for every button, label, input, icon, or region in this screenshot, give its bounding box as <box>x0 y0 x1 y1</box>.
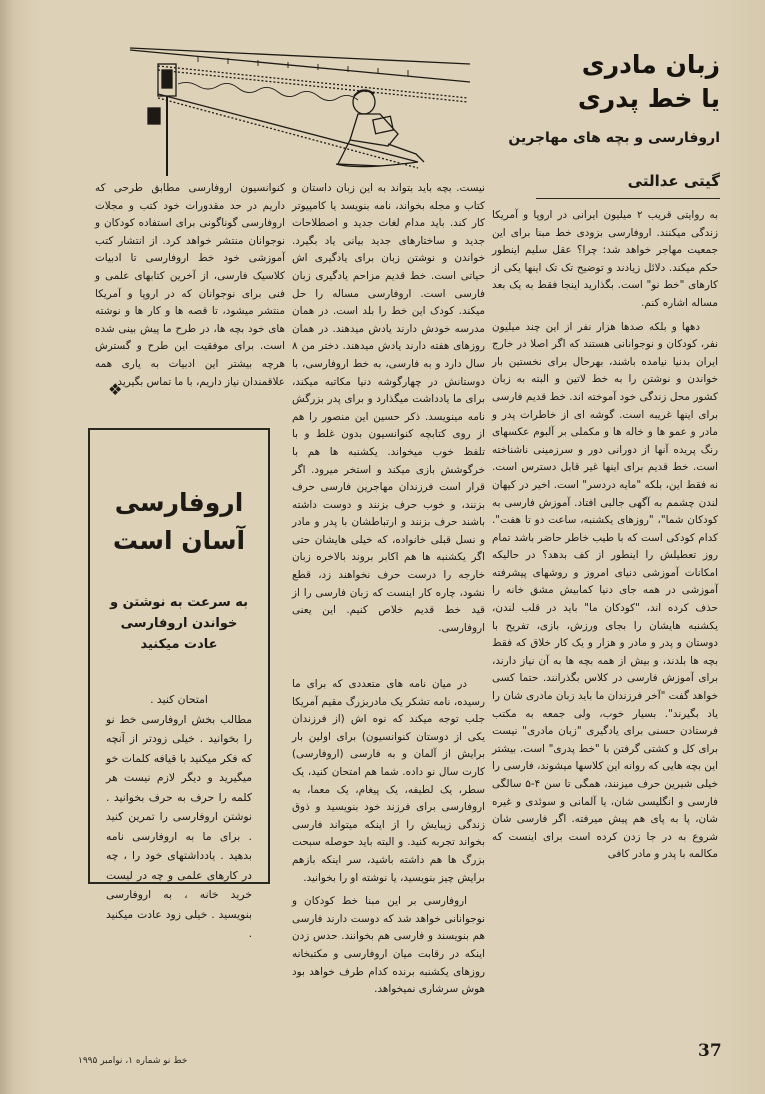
text-column-right <box>492 207 718 1052</box>
box-body <box>106 690 252 944</box>
article-title-line1: زبان مادری <box>581 50 720 79</box>
box-lead-text: به سرعت به نوشتن و خواندن اروفارسی عادت میکنید <box>109 595 249 652</box>
box-greeting: امتحان کنید . <box>150 693 208 706</box>
box-body-text: مطالب بخش اروفارسی خط نو را بخوانید . خیلی زودتر از آنچه که فکر میکنید با قیافه کلمات خو میگیرید و دیگر لازم نیست هر کلمه را حرف به حرف بخوانید . نوشتن اروفارسی را تمرین کنید . برای ما به اروفارسی نامه بدهید . یادداشتهای خود را ، چه در کارهای علمی و چه در لیست خرید خانه ، به اروفارسی بنویسید . خیلی زود عادت میکنید . <box>106 712 252 940</box>
article-subtitle: اروفارسی و بچه های مهاجرین <box>508 130 720 146</box>
text-column-left <box>95 180 285 390</box>
text-column-middle <box>292 180 485 720</box>
paragraph: اروفارسی بر این مبنا خط کودکان و نوجوانانی خواهد شد که دوست دارند فارسی هم بنویسند و فارسی هم بخوانند. حدس زدن اینکه در رقابت میان اروفارسی و مکتبخانه روزهای یکشنبه برنده کدام طرف خواهد بود هوش سرشاری نمیخواهد. <box>292 895 485 996</box>
sidebar-box-easy <box>88 428 270 940</box>
page-number: 37 <box>698 1041 722 1061</box>
author-byline: گیتی عدالتی <box>536 172 720 199</box>
paragraph: کنوانسیون اروفارسی مطابق طرحی که داریم در حد مقدورات خود کتب و مجلات اروفارسی گوناگونی برای استفاده کودکان و نوجوانان منتشر خواهد کرد. از انتشار کتب آموزشی خود خط اروفارسی تا ادبیات کلاسیک فارسی، از آخرین کتابهای علمی و فنی برای نوجوانان که در اروپا و آمریکا منتشر میشود، تا قصه ها و کار ها و نوشته های خود بچه ها، در طرح ما پیش بینی شده است. برای موفقیت این طرح و گسترش هرچه بیشتر این ادبیات به یاری همه علاقمندان نیاز داریم، با ما تماس بگیرید. <box>95 182 285 388</box>
footer-issue-caption: خط نو شماره ۱، نوامبر ۱۹۹۵ <box>78 1056 188 1066</box>
article-title-line2: یا خط پدری <box>577 84 720 113</box>
paragraph: نیست. بچه باید بتواند به این زبان داستان و کتاب و مجله بخواند، نامه بنویسد یا کامپیوتر کار کند. باید مدام لغات جدید و اصطلاحات جدید و ساختارهای جدید بیانی یاد بگیرد. خواندن و نوشتن زبان برای یادگیری اش حیاتی است. خط قدیم مزاحم یادگیری زبان فارسی است. اروفارسی مساله را حل میکند. کودک این خط را بلد است. در همان مدرسه خودش دارند یادش میدهند. در همان روزهای هفته دارند یادش میدهند. دختر من ۸ سال دارد و به فارسی، به خط اروفارسی، با دوستانش در چهارگوشه دنیا مکاتبه میکند، برای ما یادداشت میگذارد و برای پدر بزرگش نامه مینویسد. ذکر حسین این منصور را هم از روی کتابچه کنوانسیون بدون غلط و با تلفظ خوب میخواند. یکشنبه ها هم با خرگوشش بازی میکند و استخر میرود. اگر قرار است فرزندان مهاجرین فارسی حرف بزنند، و خوب حرف بزنند و دوست داشته باشند حرف بزنند و ارتباطشان با پدر و مادر و نسل قبلی خانواده، که خیلی هایشان حتی اگر یکشنبه ها هم اکابر بروند بالاخره زبان خارجه را درست حرف نخواهند زد، قطع نشود، چاره کار اینست که زبان فارسی را از قید خط قدیم خلاص کنیم. این یعنی اروفارسی. <box>292 182 485 634</box>
illustration-reading-child <box>118 36 482 186</box>
paragraph: به روایتی قریب ۲ میلیون ایرانی در اروپا و آمریکا زندگی میکنند. اروفارسی بزودی خط مبنا برای این جمعیت مهاجر خواهد شد: چرا؟ عقل سلیم اینطور حکم میکند. دلائل زیادند و توضیح تک تک اینها یکی از کارهای "خط نو" است. بگذارید اینجا فقط به یک بعد مساله اشاره کنم. <box>492 209 719 309</box>
end-of-article-mark: ❖ <box>108 380 123 399</box>
box-title-line2: آسان است <box>112 526 246 555</box>
paragraph: دهها و بلکه صدها هزار نفر از این چند میلیون نفر، کودکان و نوجوانانی هستند که اگر اصلا در خارج ایران بدنیا نیامده باشند، بهرحال برای نخستین بار خواندن و نوشتن را به خط لاتین و البته به زبان کشور محل زندگی خود آموخته اند. خط قدیم فارسی برای اینها غریبه است. گوشه ای از خاطرات پدر و مادر و عمو ها و خاله ها و مکملی بر آلبوم عکسهای رنگ پریده آنها از دورانی دور و سرزمینی ناشناخته است. خط قدیم برای اینها غیر قابل دسترس است. نه فقط این، بلکه "مایه دردسر" است. اخیر در کیهان لندن چشمم به آگهی جالبی افتاد. آموزش فارسی به کودکان شما"، "روزهای یکشنبه، ساعت دو تا هفت". کدام کودکی است که با طیب خاطر حاضر باشد تمام روز تعطیلش را اینطور از کف بدهد؟ در حالیکه امکانات آموزشی دنیای امروز و روشهای پیشرفته آموزشی در همه جای دنیا کمابیش مشق خانه را حذف کرده اند، "کودکان ما" باید در قلب لندن، یکشنبه هایشان را بجای ورزش، بازی، تفریح با دوستان و پدر و مادر و هزار و یک کار خلاق که فقط بچه ها بلدند، و بیش از همه بچه ها به آن نیاز دارند، برای آموزش فارسی در کلاس بگذرانند. حتما کسی خواهد گفت "آخر فرزندان ما باید زبان مادری شان را یاد بگیرند". بسیار خوب، ولی جمعه به مکتب فرستادن حسنی برای یادگیری "زبان مادری" نیست برای کل و کشتی گرفتن با "خط پدری" است. بیشتر این بچه هایی که روانه این کلاسها میشوند، فارسی را خیلی شیرین حرف میزنند، همگی تا سن ۴-۵ سالگی فارسی و انگلیسی شان، یا آلمانی و سوئدی و غیره شان، پا به پای هم پیش میرفته. اگر فارسی شان شروع به در جا زدن کرده است برای اینست که مکالمه با پدر و مادر کافی <box>492 320 718 861</box>
text-column-middle-lower <box>292 676 485 1056</box>
paragraph: در میان نامه های متعددی که برای ما رسیده، نامه تشکر یک مادربزرگ مقیم آمریکا جلب توجه میکند که نوه اش (از فرزندان یکی از دوستان کنوانسیون) برای اولین بار برایش از آلمان و به فارسی (اروفارسی) کارت سال نو داده. شما هم امتحان کنید، یک سطر، یک لطیفه، یک پیغام، یک معما، به اروفارسی برای فرزند خود بنویسید و ذوق زندگی زیبایش را از اینکه میتواند فارسی بخواند تجربه کنید. و البته باید حوصله سبحت بزرگ ها هم داشته باشید، سر اینکه بازهم برایش چیز بنویسید، یا نوشته او را بخوانید. <box>292 678 485 884</box>
box-title-line1: اروفارسی <box>114 488 244 517</box>
